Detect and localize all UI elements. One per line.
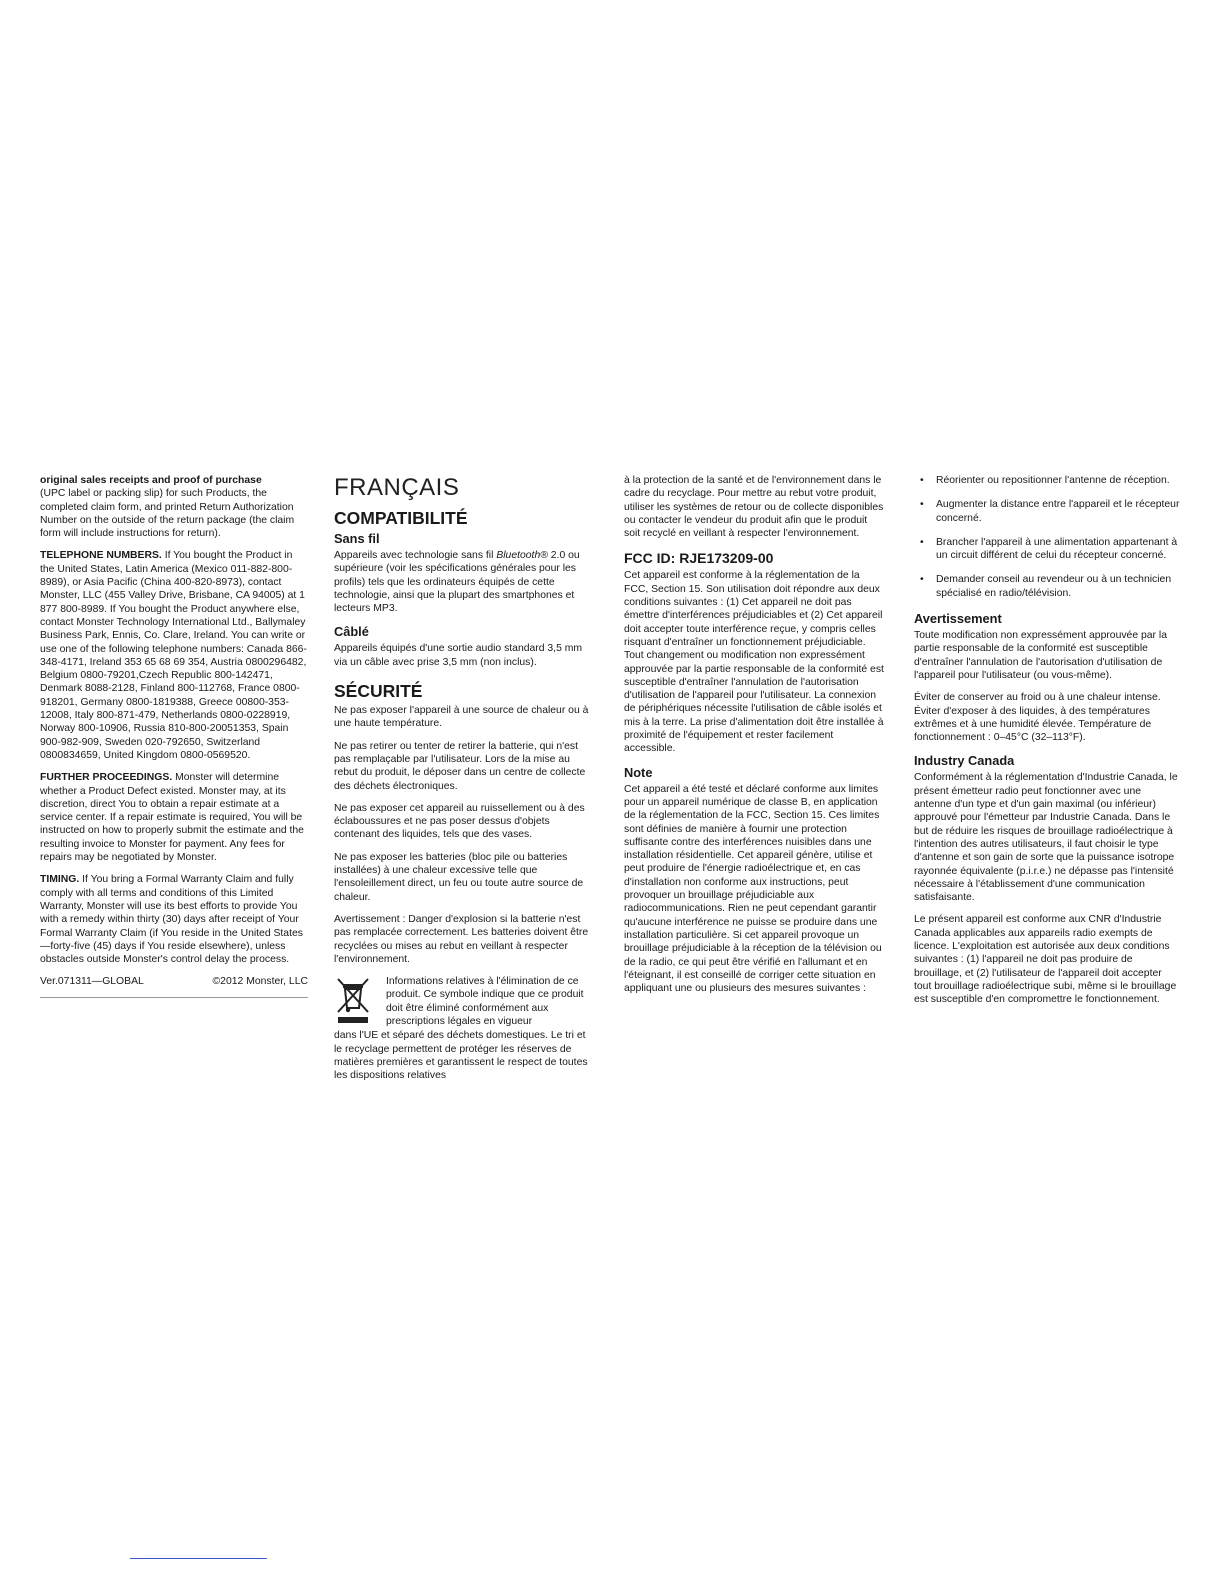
fcc-text: Cet appareil est conforme à la réglementation de la FCC, Section 15. Son utilisation doit répondre aux deux conditions suivantes : (1) Cet appareil ne doit pas émettre d'interférences préjudiciables et (2) Cet appareil doit accepter toute interférence reçue, y compris celles risquant d'entraîner un fonctionnement préjudiciable. Tout changement ou modification non expressément approuvée par la partie responsable de la conformité est susceptible d'entraîner l'annulation de l'autorisation d'utilisation de l'appareil pour l'utilisateur. La connexion de périphériques nécessite l'utilisation de câble isolés et mis à la terre. La prise d'alimentation doit être installée à proximité de l'équipement et rester facilement accessible. <box>624 570 884 755</box>
column-french-fcc <box>624 474 886 1004</box>
further-label: FURTHER PROCEEDINGS. <box>40 772 173 784</box>
wireless-text-a: Appareils avec technologie sans fil <box>334 550 494 561</box>
column-french-warnings <box>914 474 1180 1016</box>
paragraph-telephone <box>40 549 308 762</box>
fcc-heading: FCC ID: RJE173209-00 <box>624 550 774 567</box>
footer <box>40 975 308 988</box>
list-item: • Brancher l'appareil à une alimentation appartenant à un circuit différent de celui du récepteur concerné. <box>914 536 1180 563</box>
copyright-text: ©2012 Monster, LLC <box>212 976 308 988</box>
weee-text: Informations relatives à l'élimination de ce produit. Ce symbole indique que ce produit doit être éliminé conformément aux prescriptions légales en vigueur <box>386 976 584 1028</box>
version-text: Ver.071311—GLOBAL <box>40 976 144 988</box>
cable-heading: Câblé <box>334 624 369 640</box>
column-french-compat-safety <box>334 474 596 1092</box>
note-heading: Note <box>624 764 653 780</box>
weee-disposal <box>334 975 596 1029</box>
warning-temperature: Éviter de conserver au froid ou à une chaleur intense. Éviter d'exposer à des liquides, à des températures extrêmes et à une humidité élevée. Température de fonctionnement : 0–45°C (32–113°F). <box>914 692 1161 744</box>
list-item: • Augmenter la distance entre l'appareil et le récepteur concerné. <box>914 498 1180 525</box>
timing-label: TIMING. <box>40 874 80 886</box>
crossed-bin-icon <box>334 975 378 1029</box>
paragraph-further <box>40 771 308 864</box>
safety-battery: Ne pas retirer ou tenter de retirer la batterie, qui n'est pas remplaçable par l'utilisateur. Lors de la mise au rebut du produit, le déposer dans un centre de collecte des déchets électroniques. <box>334 740 586 792</box>
safety-heading: SÉCURITÉ <box>334 681 423 702</box>
safety-heat: Ne pas exposer l'appareil à une source de chaleur ou à une haute température. <box>334 705 589 730</box>
list-item: • Réorienter ou repositionner l'antenne de réception. <box>914 474 1180 487</box>
weee-text-continued: dans l'UE et séparé des déchets domestiques. Le tri et le recyclage permettent de protéger les réserves de matières premières et garantissent le respect de toutes les dispositions relatives <box>334 1030 588 1082</box>
industry-canada-p1: Conformément à la réglementation d'Industrie Canada, le présent émetteur radio peut fonctionner avec une antenne d'un type et d'un gain maximal (ou inférieur) approuvé pour l'émetteur par Industrie Canada. Dans le but de réduire les risques de brouillage radioélectrique à l'intention des autres utilisateurs, il faut choisir le type d'antenne et son gain de sorte que la puissance isotrope rayonnée équivalente (p.i.r.e.) ne dépasse pas l'intensité nécessaire à l'établissement d'une communication satisfaisante. <box>914 772 1178 904</box>
further-text: Monster will determine whether a Product Defect existed. Monster may, at its discretion, direct You to obtain a repair estimate at a service center. If a repair estimate is required, You will be instructed on how to properly submit the estimate and the resulting invoice to Monster for payment. Any fees for repairs may be negotiated by Monster. <box>40 772 304 864</box>
telephone-label: TELEPHONE NUMBERS. <box>40 550 162 562</box>
industry-canada-p2: Le présent appareil est conforme aux CNR d'Industrie Canada applicables aux appareils radio exempts de licence. L'exploitation est autorisée aux deux conditions suivantes : (1) l'appareil ne doit pas produire de brouillage, et (2) l'utilisateur de l'appareil doit accepter tout brouillage radioélectrique subi, même si le brouillage est susceptible d'en compromettre le fonctionnement. <box>914 914 1177 1006</box>
receipts-text: (UPC label or packing slip) for such Products, the completed claim form, and printed Return Authorization Number on the outside of the return package (the claim form will include instructions for return). <box>40 488 295 540</box>
column-warranty-english <box>40 474 308 998</box>
recycling-continued: à la protection de la santé et de l'environnement dans le cadre du recyclage. Pour mettre au rebut votre produit, utiliser les systèmes de retour ou de collecte disponibles ou contacter le vendeur du produit afin que le produit soit recyclé en veillant à respecter l'environnement. <box>624 475 884 540</box>
wireless-text <box>334 549 596 615</box>
cable-text: Appareils équipés d'une sortie audio standard 3,5 mm via un câble avec prise 3,5 mm (non inclus). <box>334 643 583 668</box>
list-item: • Demander conseil au revendeur ou à un technicien spécialisé en radio/télévision. <box>914 573 1180 600</box>
safety-explosion-warning: Avertissement : Danger d'explosion si la batterie n'est pas remplacée correctement. Les batteries doivent être recyclées ou mises au rebut en veillant à respecter l'environnement. <box>334 913 589 965</box>
wireless-heading: Sans fil <box>334 531 380 546</box>
paragraph-receipts <box>40 474 308 540</box>
industry-canada-heading: Industry Canada <box>914 753 1015 769</box>
wireless-text-b: 2.0 ou supérieure (voir les spécifications générales pour les profils) tels que les ordinateurs équipés de cette technologie, ainsi que la plupart des smartphones et lecteurs MP3. <box>334 550 580 615</box>
warning-modification: Toute modification non expressément approuvée par la partie responsable de la conformité est susceptible d'entraîner l'annulation de l'autorisation d'utilisation de l'appareil pour l'utilisateur (ou vous-même). <box>914 630 1167 681</box>
timing-text: If You bring a Formal Warranty Claim and fully comply with all terms and conditions of this Limited Warranty, Monster will use its best efforts to provide You with a remedy within thirty (30) days after receipt of Your Formal Warranty Claim (if You reside in the United States—forty-five (45) days if You reside elsewhere), unless obstacles outside Monster's control delay the process. <box>40 874 303 966</box>
telephone-text: If You bought the Product in the United States, Latin America (Mexico 011-882-800-8989), or Asia Pacific (China 400-820-8973), contact Monster, LLC (455 Valley Drive, Brisbane, CA 94005) at 1 877 800-8989. If You bought the Product anywhere else, contact Monster Technology International Ltd., Ballymaley Business Park, Ennis, Co. Clare, Ireland. You can write or use one of the following telephone numbers: Canada 866-348-4171, Ireland 353 65 68 69 354, Austria 0800296482, Belgium 0800-79201,Czech Republic 800-142471, Denmark 8088-2128, Finland 800-112768, France 0800-918201, Germany 0800-1819388, Greece 00800-353-12008, Italy 800-871-479, Netherlands 0800-0228919, Norway 800-10906, Russia 810-800-20051353, Spain 900-982-909, Sweden 020-792650, Switzerland 0800834659, United Kingdom 0800-0569520. <box>40 550 307 761</box>
footer-divider <box>40 997 308 998</box>
note-text: Cet appareil a été testé et déclaré conforme aux limites pour un appareil numérique de classe B, en application de la réglementation de la FCC, Section 15. Ces limites sont définies de manière à fournir une protection suffisante contre des interférences nuisibles dans une installation résidentielle. Cet appareil génère, utilise et peut produire de l'énergie radioélectrique et, en cas d'installation non conforme aux instructions, peut provoquer un brouillage préjudiciable aux radiocommunications. Rien ne peut cependant garantir qu'aucune interférence ne puisse se produire dans une installation particulière. Si cet appareil provoque un brouillage préjudiciable à la réception de la télévision ou de la radio, ce qui peut être vérifié en l'allumant et en l'éteignant, il est conseillé de corriger cette situation en appliquant une ou plusieurs des mesures suivantes : <box>624 783 882 995</box>
interference-measures-list <box>914 474 1180 600</box>
safety-battery-heat: Ne pas exposer les batteries (bloc pile ou batteries installées) à une chaleur excessive telle que l'ensoleillement direct, un feu ou toute autre source de chaleur. <box>334 851 584 903</box>
receipts-bold: original sales receipts and proof of purchase <box>40 475 262 486</box>
warning-heading: Avertissement <box>914 611 1002 627</box>
bottom-rule <box>130 1558 267 1559</box>
compatibility-heading: COMPATIBILITÉ <box>334 508 468 528</box>
paragraph-timing <box>40 873 308 966</box>
safety-liquid: Ne pas exposer cet appareil au ruissellement ou à des éclaboussures et ne pas poser dessus d'objets contenant des liquides, tels que des vases. <box>334 802 585 841</box>
bluetooth-brand: Bluetooth® <box>496 550 548 561</box>
language-heading: FRANÇAIS <box>334 474 460 501</box>
